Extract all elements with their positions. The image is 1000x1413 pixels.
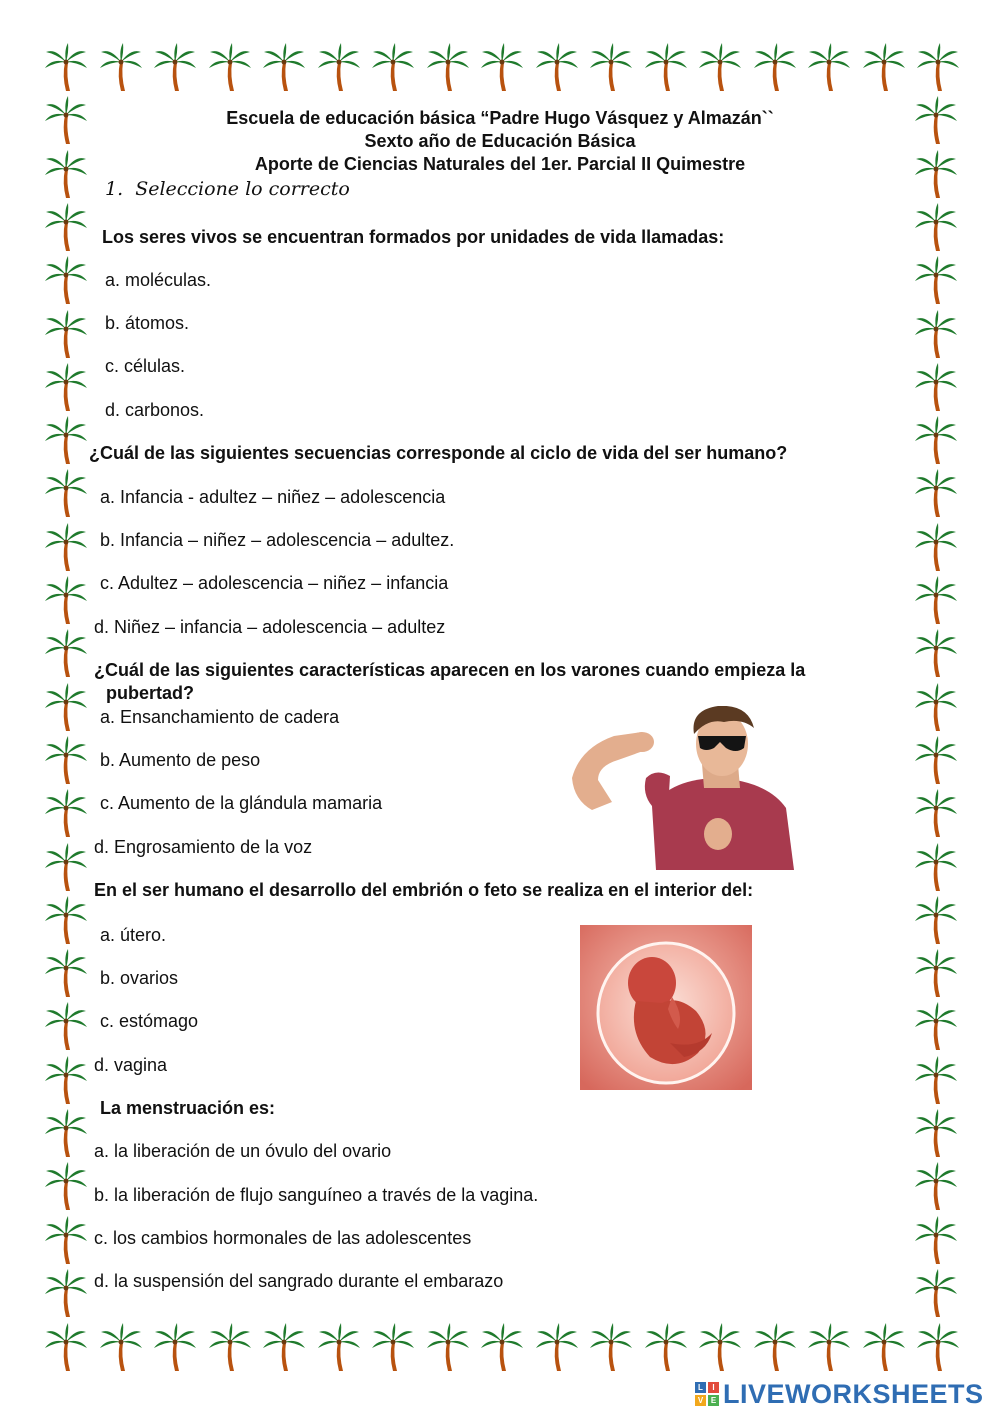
school-name: Escuela de educación básica “Padre Hugo Vásquez y Almazán``	[226, 108, 774, 128]
palm-tree-icon	[862, 42, 906, 92]
q1-option-b[interactable]: b. átomos.	[105, 313, 190, 333]
palm-tree-icon	[914, 628, 958, 678]
palm-tree-icon	[44, 522, 88, 572]
palm-tree-icon	[589, 42, 633, 92]
palm-tree-icon	[44, 468, 88, 518]
palm-tree-icon	[914, 362, 958, 412]
palm-tree-icon	[44, 575, 88, 625]
palm-tree-icon	[44, 415, 88, 465]
q4-option-b[interactable]: b. ovarios	[100, 968, 179, 988]
palm-tree-icon	[644, 42, 688, 92]
palm-tree-icon	[914, 309, 958, 359]
q4-option-d[interactable]: d. vagina	[94, 1055, 168, 1075]
palm-tree-icon	[753, 42, 797, 92]
palm-tree-icon	[914, 788, 958, 838]
q4-option-a[interactable]: a. útero.	[100, 925, 167, 945]
palm-tree-icon	[317, 1322, 361, 1372]
palm-tree-icon	[916, 1322, 960, 1372]
palm-tree-icon	[44, 309, 88, 359]
palm-tree-icon	[371, 1322, 415, 1372]
q5-option-b[interactable]: b. la liberación de flujo sanguíneo a través de la vagina.	[94, 1185, 539, 1205]
palm-tree-icon	[44, 1215, 88, 1265]
palm-tree-icon	[44, 628, 88, 678]
palm-tree-icon	[589, 1322, 633, 1372]
palm-tree-icon	[914, 1108, 958, 1158]
liveworksheets-logo-text: LIVEWORKSHEETS	[723, 1378, 984, 1409]
palm-tree-icon	[480, 42, 524, 92]
q5-option-a[interactable]: a. la liberación de un óvulo del ovario	[94, 1141, 392, 1161]
q4-option-c[interactable]: c. estómago	[100, 1011, 199, 1031]
palm-tree-icon	[371, 42, 415, 92]
question-3-continued: pubertad?	[106, 683, 194, 703]
section-number: 1.	[105, 178, 124, 200]
q2-option-c[interactable]: c. Adultez – adolescencia – niñez – infancia	[100, 573, 449, 593]
palm-tree-icon	[807, 42, 851, 92]
palm-tree-icon	[44, 735, 88, 785]
palm-tree-icon	[753, 1322, 797, 1372]
palm-tree-icon	[44, 1108, 88, 1158]
palm-tree-icon	[914, 682, 958, 732]
palm-tree-icon	[44, 682, 88, 732]
q1-option-c[interactable]: c. células.	[105, 356, 186, 376]
liveworksheets-logo[interactable]	[695, 1377, 984, 1411]
palm-tree-icon	[914, 1215, 958, 1265]
q3-option-d[interactable]: d. Engrosamiento de la voz	[94, 837, 313, 857]
palm-tree-icon	[99, 1322, 143, 1372]
palm-tree-icon	[914, 1161, 958, 1211]
palm-tree-icon	[426, 1322, 470, 1372]
palm-tree-icon	[44, 362, 88, 412]
palm-tree-icon	[44, 1055, 88, 1105]
palm-tree-icon	[914, 468, 958, 518]
palm-tree-icon	[698, 42, 742, 92]
palm-tree-icon	[44, 1001, 88, 1051]
palm-tree-icon	[153, 1322, 197, 1372]
question-3: ¿Cuál de las siguientes características aparecen en los varones cuando empieza la	[94, 660, 806, 680]
palm-tree-icon	[862, 1322, 906, 1372]
palm-tree-icon	[262, 42, 306, 92]
question-1: Los seres vivos se encuentran formados por unidades de vida llamadas:	[102, 227, 725, 247]
palm-tree-icon	[698, 1322, 742, 1372]
palm-tree-icon	[208, 1322, 252, 1372]
palm-tree-icon	[914, 415, 958, 465]
palm-tree-icon	[914, 895, 958, 945]
fetus-in-womb-image	[580, 925, 752, 1090]
palm-tree-icon	[914, 1268, 958, 1318]
palm-tree-icon	[535, 1322, 579, 1372]
q3-option-a[interactable]: a. Ensanchamiento de cadera	[100, 707, 340, 727]
palm-tree-icon	[44, 788, 88, 838]
palm-tree-icon	[99, 42, 143, 92]
palm-tree-icon	[44, 1268, 88, 1318]
palm-tree-icon	[208, 42, 252, 92]
palm-tree-icon	[535, 42, 579, 92]
palm-tree-icon	[914, 735, 958, 785]
palm-tree-icon	[44, 255, 88, 305]
palm-tree-icon	[426, 42, 470, 92]
palm-tree-icon	[807, 1322, 851, 1372]
q3-option-c[interactable]: c. Aumento de la glándula mamaria	[100, 793, 383, 813]
q2-option-a[interactable]: a. Infancia - adultez – niñez – adolescencia	[100, 487, 446, 507]
palm-tree-icon	[262, 1322, 306, 1372]
palm-tree-icon	[914, 1001, 958, 1051]
palm-tree-icon	[914, 948, 958, 998]
palm-tree-icon	[914, 842, 958, 892]
q5-option-d[interactable]: d. la suspensión del sangrado durante el embarazo	[94, 1271, 504, 1291]
grade-title: Sexto año de Educación Básica	[364, 131, 636, 151]
palm-tree-icon	[153, 42, 197, 92]
palm-tree-icon	[44, 1161, 88, 1211]
q3-option-b[interactable]: b. Aumento de peso	[100, 750, 261, 770]
q1-option-d[interactable]: d. carbonos.	[105, 400, 205, 420]
question-2: ¿Cuál de las siguientes secuencias corresponde al ciclo de vida del ser humano?	[89, 443, 788, 463]
palm-tree-icon	[44, 895, 88, 945]
palm-tree-icon	[44, 842, 88, 892]
q1-option-a[interactable]: a. moléculas.	[105, 270, 212, 290]
palm-tree-icon	[914, 575, 958, 625]
question-4: En el ser humano el desarrollo del embrión o feto se realiza en el interior del:	[94, 880, 754, 900]
palm-tree-icon	[317, 42, 361, 92]
palm-tree-icon	[916, 42, 960, 92]
palm-tree-icon	[44, 948, 88, 998]
subject-subtitle: Aporte de Ciencias Naturales del 1er. Parcial II Quimestre	[254, 154, 746, 174]
palm-tree-icon	[914, 1055, 958, 1105]
palm-tree-icon	[44, 42, 88, 92]
boy-flexing-image	[572, 706, 796, 870]
palm-tree-icon	[914, 255, 958, 305]
palm-tree-icon	[44, 202, 88, 252]
palm-tree-icon	[914, 202, 958, 252]
section-title: Seleccione lo correcto	[135, 178, 350, 200]
q2-option-d[interactable]: d. Niñez – infancia – adolescencia – adultez	[94, 617, 446, 637]
q2-option-b[interactable]: b. Infancia – niñez – adolescencia – adultez.	[100, 530, 455, 550]
palm-tree-icon	[914, 522, 958, 572]
palm-tree-icon	[644, 1322, 688, 1372]
palm-tree-icon	[44, 1322, 88, 1372]
liveworksheets-logo-mark: L I V E	[695, 1382, 719, 1406]
section-heading	[105, 178, 350, 200]
question-5: La menstruación es:	[100, 1098, 276, 1118]
palm-tree-icon	[480, 1322, 524, 1372]
q5-option-c[interactable]: c. los cambios hormonales de las adolescentes	[94, 1228, 472, 1248]
